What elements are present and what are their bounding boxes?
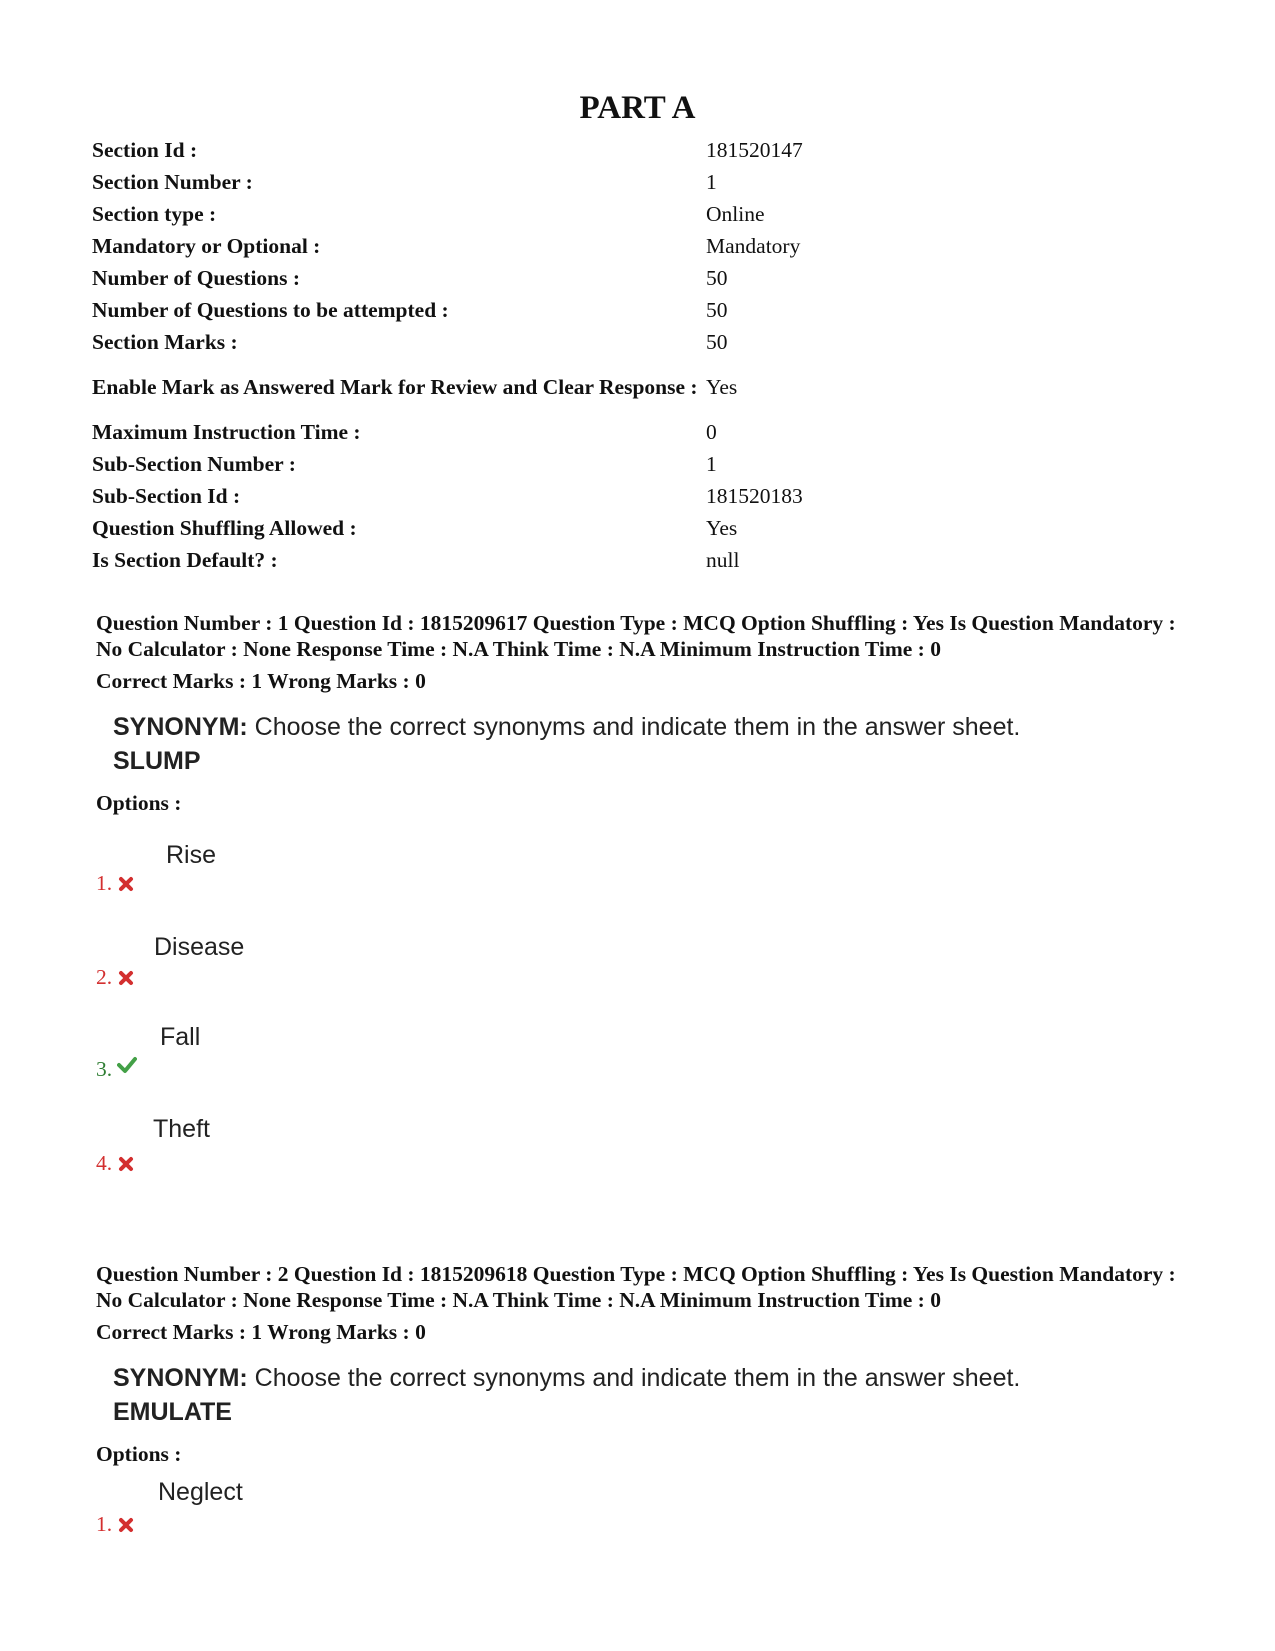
- question-meta: Question Number : 2 Question Id : 1815209618 Question Type : MCQ Option Shuffling : Yes Is Question Mandatory : No Calculator : None Response Time : N.A Think Time : N.A Minimum Instruction Time : 0: [96, 1262, 1176, 1312]
- question-instruction: [113, 1361, 1196, 1395]
- option-item[interactable]: [96, 1106, 1196, 1198]
- section-label: Section Number :: [92, 170, 253, 194]
- cross-icon: [118, 876, 134, 892]
- section-label: Mandatory or Optional :: [92, 234, 321, 258]
- section-label: Maximum Instruction Time :: [92, 420, 361, 444]
- section-label: Enable Mark as Answered Mark for Review and Clear Response :: [92, 375, 698, 399]
- question-text: [113, 1361, 1196, 1429]
- section-row: [92, 358, 1192, 416]
- question-word: EMULATE: [113, 1398, 232, 1426]
- option-text: Theft: [153, 1115, 210, 1143]
- section-value: 0: [706, 420, 717, 444]
- option-number: 1.: [96, 871, 113, 895]
- question-marks: Correct Marks : 1 Wrong Marks : 0: [96, 669, 426, 693]
- section-value: null: [706, 548, 740, 572]
- section-label: Number of Questions to be attempted :: [92, 298, 449, 322]
- section-row: [92, 198, 1192, 230]
- question-instruction: [113, 710, 1196, 744]
- option-item[interactable]: [96, 1475, 1196, 1567]
- section-value: 1: [706, 170, 717, 194]
- options-label: Options :: [96, 791, 182, 815]
- section-row: [92, 166, 1192, 198]
- section-details-table: [92, 134, 1192, 576]
- section-value: 50: [706, 298, 728, 322]
- cross-icon: [118, 970, 134, 986]
- question-block: [96, 610, 1196, 1198]
- check-icon: [117, 1056, 137, 1074]
- option-item[interactable]: [96, 1014, 1196, 1106]
- section-value: 50: [706, 330, 728, 354]
- section-value: Online: [706, 202, 765, 226]
- option-text: Neglect: [158, 1478, 243, 1506]
- section-row: [92, 544, 1192, 576]
- section-value: 181520147: [706, 138, 803, 162]
- section-value: Yes: [706, 516, 738, 540]
- section-row: [92, 512, 1192, 544]
- section-label: Sub-Section Number :: [92, 452, 296, 476]
- section-label: Number of Questions :: [92, 266, 301, 290]
- section-value: 50: [706, 266, 728, 290]
- section-label: Section type :: [92, 202, 217, 226]
- option-number: 1.: [96, 1512, 113, 1536]
- section-row: [92, 480, 1192, 512]
- option-item[interactable]: [96, 830, 1196, 922]
- cross-icon: [118, 1517, 134, 1533]
- option-text: Rise: [166, 841, 217, 869]
- section-row: [92, 294, 1192, 326]
- part-title: PART A: [579, 90, 696, 126]
- option-number: 3.: [96, 1057, 113, 1081]
- options-label: Options :: [96, 1442, 182, 1466]
- section-row: [92, 230, 1192, 262]
- section-row: [92, 134, 1192, 166]
- instruction-text: Choose the correct synonyms and indicate them in the answer sheet.: [247, 713, 1021, 741]
- section-value: Yes: [706, 375, 738, 399]
- section-row: [92, 416, 1192, 448]
- section-label: Sub-Section Id :: [92, 484, 241, 508]
- section-label: Is Section Default? :: [92, 548, 278, 572]
- section-value: Mandatory: [706, 234, 801, 258]
- option-text: Fall: [160, 1023, 201, 1051]
- cross-icon: [118, 1156, 134, 1172]
- section-label: Question Shuffling Allowed :: [92, 516, 357, 540]
- instruction-keyword: SYNONYM:: [113, 1364, 248, 1392]
- section-label: Section Id :: [92, 138, 198, 162]
- instruction-keyword: SYNONYM:: [113, 713, 248, 741]
- section-value: 1: [706, 452, 717, 476]
- option-item[interactable]: [96, 922, 1196, 1014]
- section-label: Section Marks :: [92, 330, 238, 354]
- question-word: SLUMP: [113, 747, 201, 775]
- option-number: 4.: [96, 1151, 113, 1175]
- section-value: 181520183: [706, 484, 803, 508]
- question-marks: Correct Marks : 1 Wrong Marks : 0: [96, 1320, 426, 1344]
- option-number: 2.: [96, 965, 113, 989]
- option-text: Disease: [154, 933, 245, 961]
- section-row: [92, 326, 1192, 358]
- question-meta: Question Number : 1 Question Id : 1815209617 Question Type : MCQ Option Shuffling : Yes Is Question Mandatory : No Calculator : None Response Time : N.A Think Time : N.A Minimum Instruction Time : 0: [96, 611, 1176, 661]
- section-row: [92, 448, 1192, 480]
- question-text: [113, 710, 1196, 778]
- question-block: [96, 1261, 1196, 1567]
- section-row: [92, 262, 1192, 294]
- instruction-text: Choose the correct synonyms and indicate them in the answer sheet.: [247, 1364, 1021, 1392]
